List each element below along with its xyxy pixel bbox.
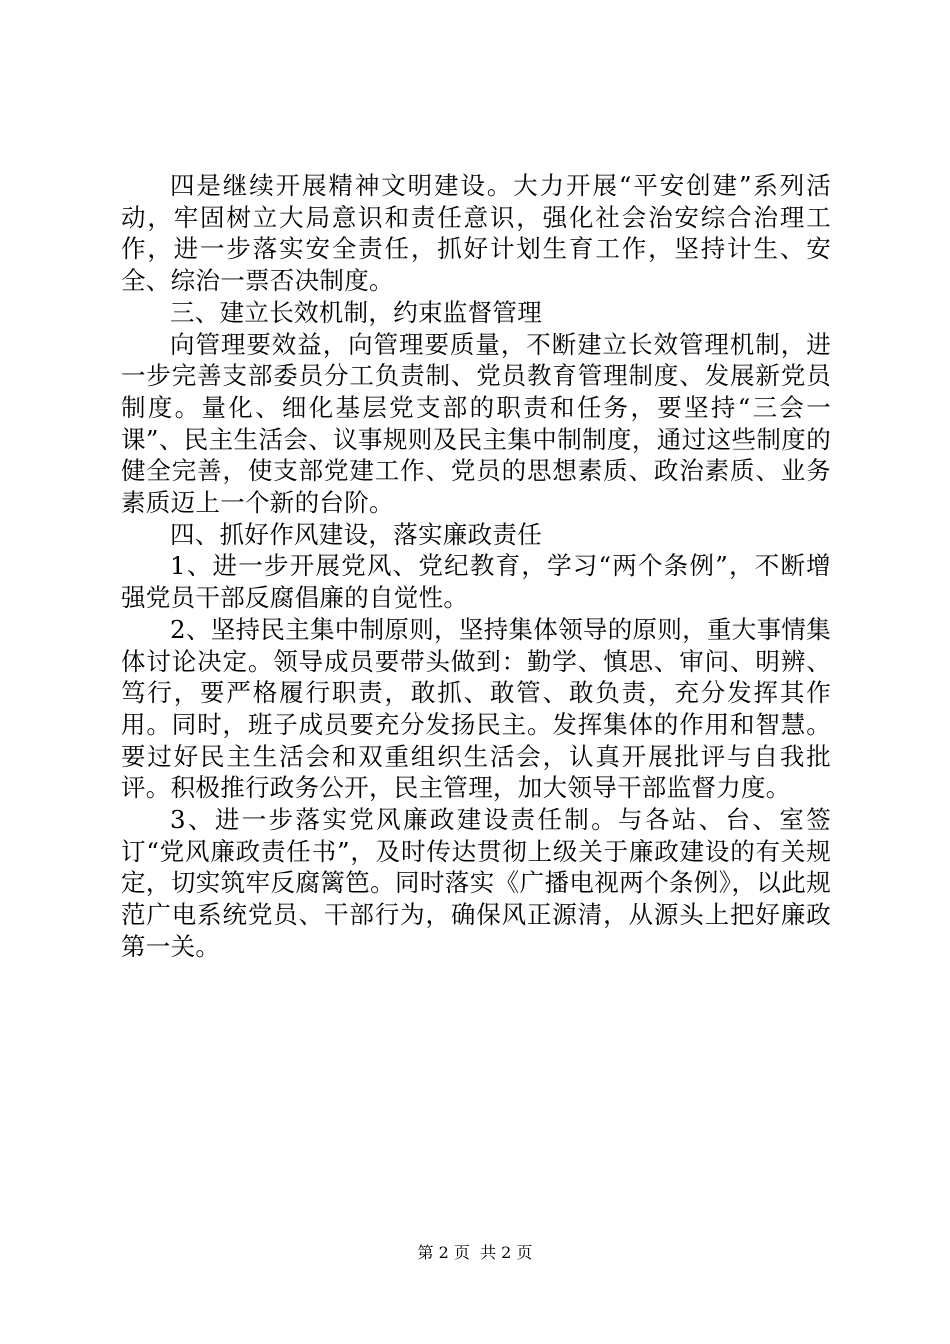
document-body	[121, 170, 831, 963]
section-heading-long-term-mechanism: 三、建立长效机制，约束监督管理	[170, 297, 542, 327]
paragraph-item-2: 2、坚持民主集中制原则，坚持集体领导的原则，重大事情集体讨论决定。领导成员要带头做到：勤学、慎思、审问、明辨、笃行，要严格履行职责，敢抓、敢管、敢负责，充分发挥其作用。同时，班子成员要充分发扬民主。发挥集体的作用和智慧。要过好民主生活会和双重组织生活会，认真开展批评与自我批评。积极推行政务公开，民主管理，加大领导干部监督力度。	[121, 614, 831, 803]
section-heading-work-style: 四、抓好作风建设，落实廉政责任	[170, 519, 542, 549]
paragraph-management-mechanism: 向管理要效益，向管理要质量，不断建立长效管理机制，进一步完善支部委员分工负责制、党员教育管理制度、发展新党员制度。量化、细化基层党支部的职责和任务，要坚持“三会一课”、民主生活会、议事规则及民主集中制制度，通过这些制度的健全完善，使支部党建工作、党员的思想素质、政治素质、业务素质迈上一个新的台阶。	[121, 329, 831, 518]
paragraph-item-3: 3、进一步落实党风廉政建设责任制。与各站、台、室签订“党风廉政责任书”，及时传达贯彻上级关于廉政建设的有关规定，切实筑牢反腐篱笆。同时落实《广播电视两个条例》，以此规范广电系统党员、干部行为，确保风正源清，从源头上把好廉政第一关。	[121, 805, 831, 961]
paragraph-item-1: 1、进一步开展党风、党纪教育，学习“两个条例”，不断增强党员干部反腐倡廉的自觉性。	[121, 551, 831, 613]
page-number-label: 第 2 页 共 2 页	[417, 1243, 533, 1262]
paragraph-spiritual-civilization: 四是继续开展精神文明建设。大力开展“平安创建”系列活动，牢固树立大局意识和责任意识，强化社会治安综合治理工作，进一步落实安全责任，抓好计划生育工作，坚持计生、安全、综治一票否决制度。	[121, 171, 831, 296]
page-footer	[0, 1243, 950, 1263]
